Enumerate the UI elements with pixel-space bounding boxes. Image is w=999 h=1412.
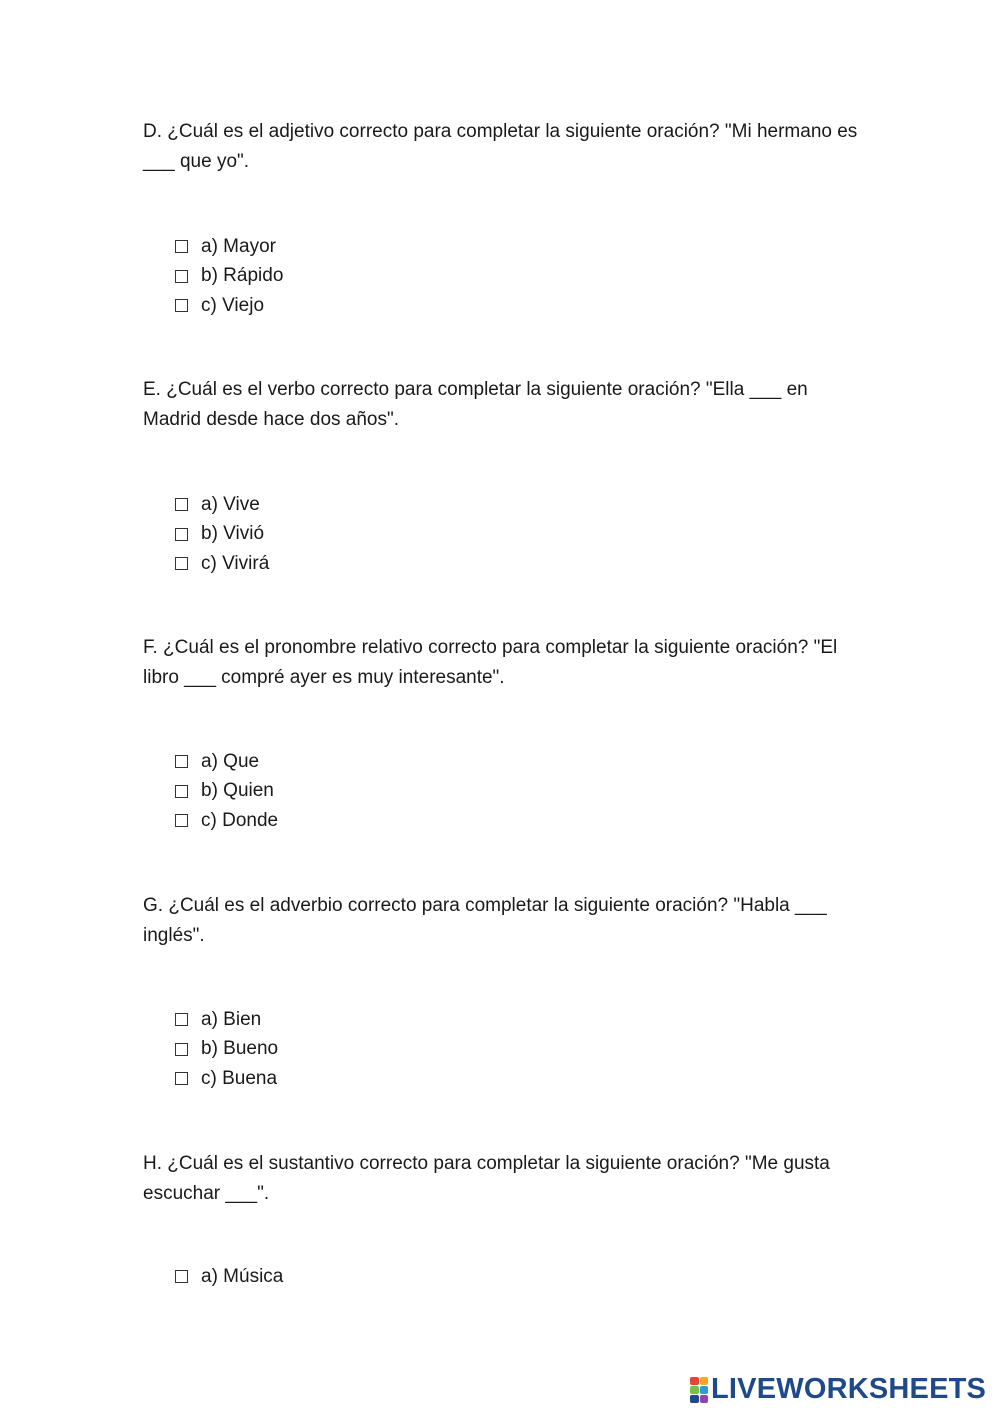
option-e-b[interactable]: [175, 520, 269, 550]
option-label: a) Bien: [201, 1008, 262, 1030]
logo-block: [690, 1386, 699, 1394]
option-label: b) Bueno: [201, 1038, 279, 1060]
logo-block: [700, 1386, 709, 1394]
option-label: a) Vive: [201, 493, 260, 515]
option-label: b) Quien: [201, 780, 274, 802]
option-label: c) Viejo: [201, 294, 265, 316]
question-h-text: H. ¿Cuál es el sustantivo correcto para completar la siguiente oración? "Me gusta escuchar ___".: [143, 1153, 830, 1204]
option-label: b) Rápido: [201, 265, 284, 287]
logo-block: [690, 1395, 699, 1403]
checkbox[interactable]: [175, 1270, 188, 1283]
option-f-c[interactable]: [175, 806, 278, 836]
checkbox[interactable]: [175, 1043, 188, 1056]
option-e-c[interactable]: [175, 549, 269, 579]
checkbox[interactable]: [175, 299, 188, 312]
option-d-a[interactable]: [175, 232, 283, 262]
option-f-b[interactable]: [175, 777, 278, 807]
checkbox[interactable]: [175, 814, 188, 827]
logo-block: [700, 1377, 709, 1385]
option-d-c[interactable]: [175, 291, 283, 321]
checkbox[interactable]: [175, 498, 188, 511]
option-e-a[interactable]: [175, 490, 269, 520]
option-label: c) Donde: [201, 809, 279, 831]
option-label: b) Vivió: [201, 523, 265, 545]
option-label: a) Música: [201, 1265, 284, 1287]
checkbox[interactable]: [175, 240, 188, 253]
option-label: a) Mayor: [201, 235, 276, 257]
question-f-options: [175, 747, 278, 836]
option-g-a[interactable]: [175, 1005, 278, 1035]
option-label: a) Que: [201, 750, 260, 772]
checkbox[interactable]: [175, 557, 188, 570]
checkbox[interactable]: [175, 528, 188, 541]
logo-block: [700, 1395, 709, 1403]
option-g-b[interactable]: [175, 1035, 278, 1065]
option-h-a[interactable]: [175, 1262, 283, 1292]
checkbox[interactable]: [175, 785, 188, 798]
question-g-text: G. ¿Cuál es el adverbio correcto para completar la siguiente oración? "Habla ___ inglés".: [143, 895, 827, 946]
question-d-options: [175, 232, 283, 321]
question-f-text: F. ¿Cuál es el pronombre relativo correcto para completar la siguiente oración? "El libro ___ compré ayer es muy interesante".: [143, 637, 838, 688]
question-e-text: E. ¿Cuál es el verbo correcto para completar la siguiente oración? "Ella ___ en Madrid desde hace dos años".: [143, 379, 808, 430]
logo-text: LIVEWORKSHEETS: [711, 1373, 987, 1405]
option-label: c) Buena: [201, 1067, 278, 1089]
option-g-c[interactable]: [175, 1064, 278, 1094]
liveworksheets-logo: [690, 1373, 986, 1406]
option-label: c) Vivirá: [201, 552, 270, 574]
checkbox[interactable]: [175, 270, 188, 283]
checkbox[interactable]: [175, 755, 188, 768]
question-e-options: [175, 490, 269, 579]
option-d-b[interactable]: [175, 262, 283, 292]
option-f-a[interactable]: [175, 747, 278, 777]
checkbox[interactable]: [175, 1072, 188, 1085]
question-g-options: [175, 1005, 278, 1094]
question-h-options: [175, 1262, 283, 1292]
liveworksheets-logo-mark-icon: [690, 1377, 708, 1403]
question-d-text: D. ¿Cuál es el adjetivo correcto para completar la siguiente oración? "Mi hermano es ___ que yo".: [143, 121, 858, 172]
logo-block: [690, 1377, 699, 1385]
checkbox[interactable]: [175, 1013, 188, 1026]
